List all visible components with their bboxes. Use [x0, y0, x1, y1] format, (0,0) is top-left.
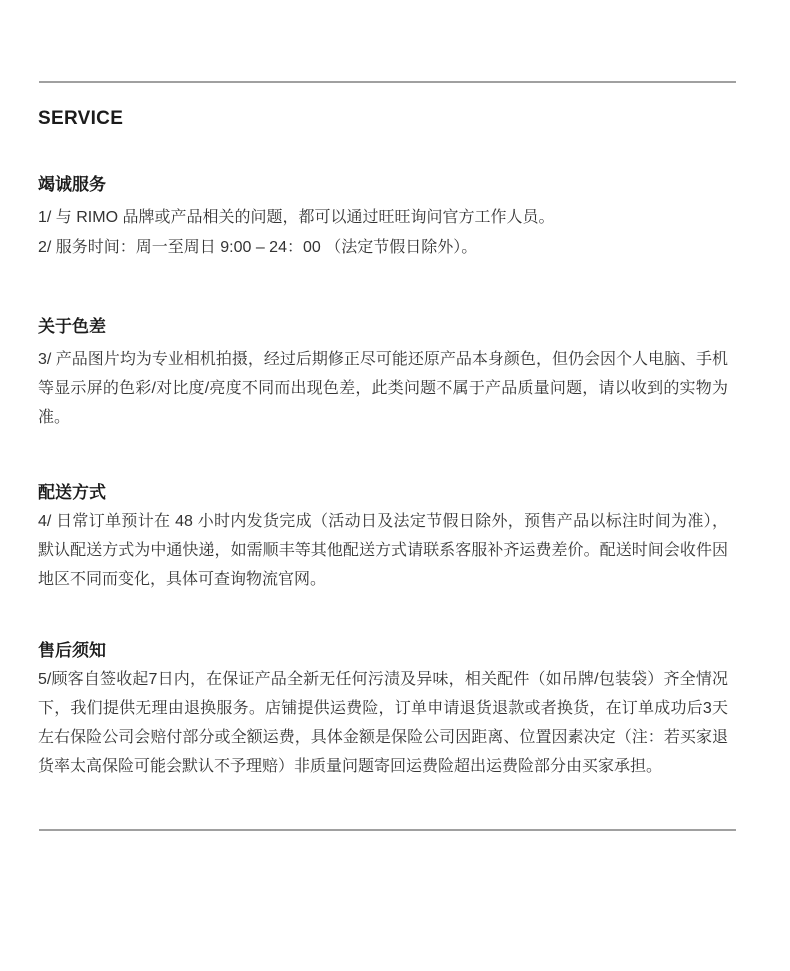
section-heading: 售后须知: [38, 641, 106, 660]
top-divider: [39, 81, 736, 83]
section-heading: 配送方式: [38, 483, 106, 502]
service-page: [0, 81, 790, 971]
service-content: [0, 106, 790, 781]
section-sincere-service: [38, 173, 728, 262]
section-aftersales-notice: [38, 639, 728, 781]
bottom-divider: [39, 829, 736, 831]
section-body: [38, 507, 728, 594]
section-body: [38, 203, 728, 262]
service-item-3: 3/ 产品图片均为专业相机拍摄，经过后期修正尽可能还原产品本身颜色，但仍会因个人电脑、手机等显示屏的色彩/对比度/亮度不同而出现色差，此类问题不属于产品质量问题，请以收到的实物为准。: [38, 351, 728, 426]
section-color-difference: [38, 315, 728, 432]
section-body: [38, 665, 728, 781]
section-body: [38, 345, 728, 432]
section-heading: 竭诚服务: [38, 175, 106, 194]
section-heading: 关于色差: [38, 317, 106, 336]
page-title: SERVICE: [38, 108, 124, 129]
service-item-4: 4/ 日常订单预计在 48 小时内发货完成（活动日及法定节假日除外，预售产品以标注时间为准），默认配送方式为中通快递，如需顺丰等其他配送方式请联系客服补齐运费差价。配送时间会收件因地区不同而变化，具体可查询物流官网。: [38, 513, 728, 588]
service-item-1: 1/ 与 RIMO 品牌或产品相关的问题，都可以通过旺旺询问官方工作人员。: [38, 209, 555, 226]
section-delivery-method: [38, 481, 728, 594]
service-item-2: 2/ 服务时间：周一至周日 9:00 – 24：00 （法定节假日除外）。: [38, 239, 478, 256]
service-item-5: 5/顾客自签收起7日内，在保证产品全新无任何污渍及异味，相关配件（如吊牌/包装袋）齐全情况下，我们提供无理由退换服务。店铺提供运费险，订单申请退货退款或者换货，在订单成功后3天左右保险公司会赔付部分或全额运费，具体金额是保险公司因距离、位置因素决定（注：若买家退货率太高保险可能会默认不予理赔）非质量问题寄回运费险超出运费险部分由买家承担。: [38, 671, 728, 775]
